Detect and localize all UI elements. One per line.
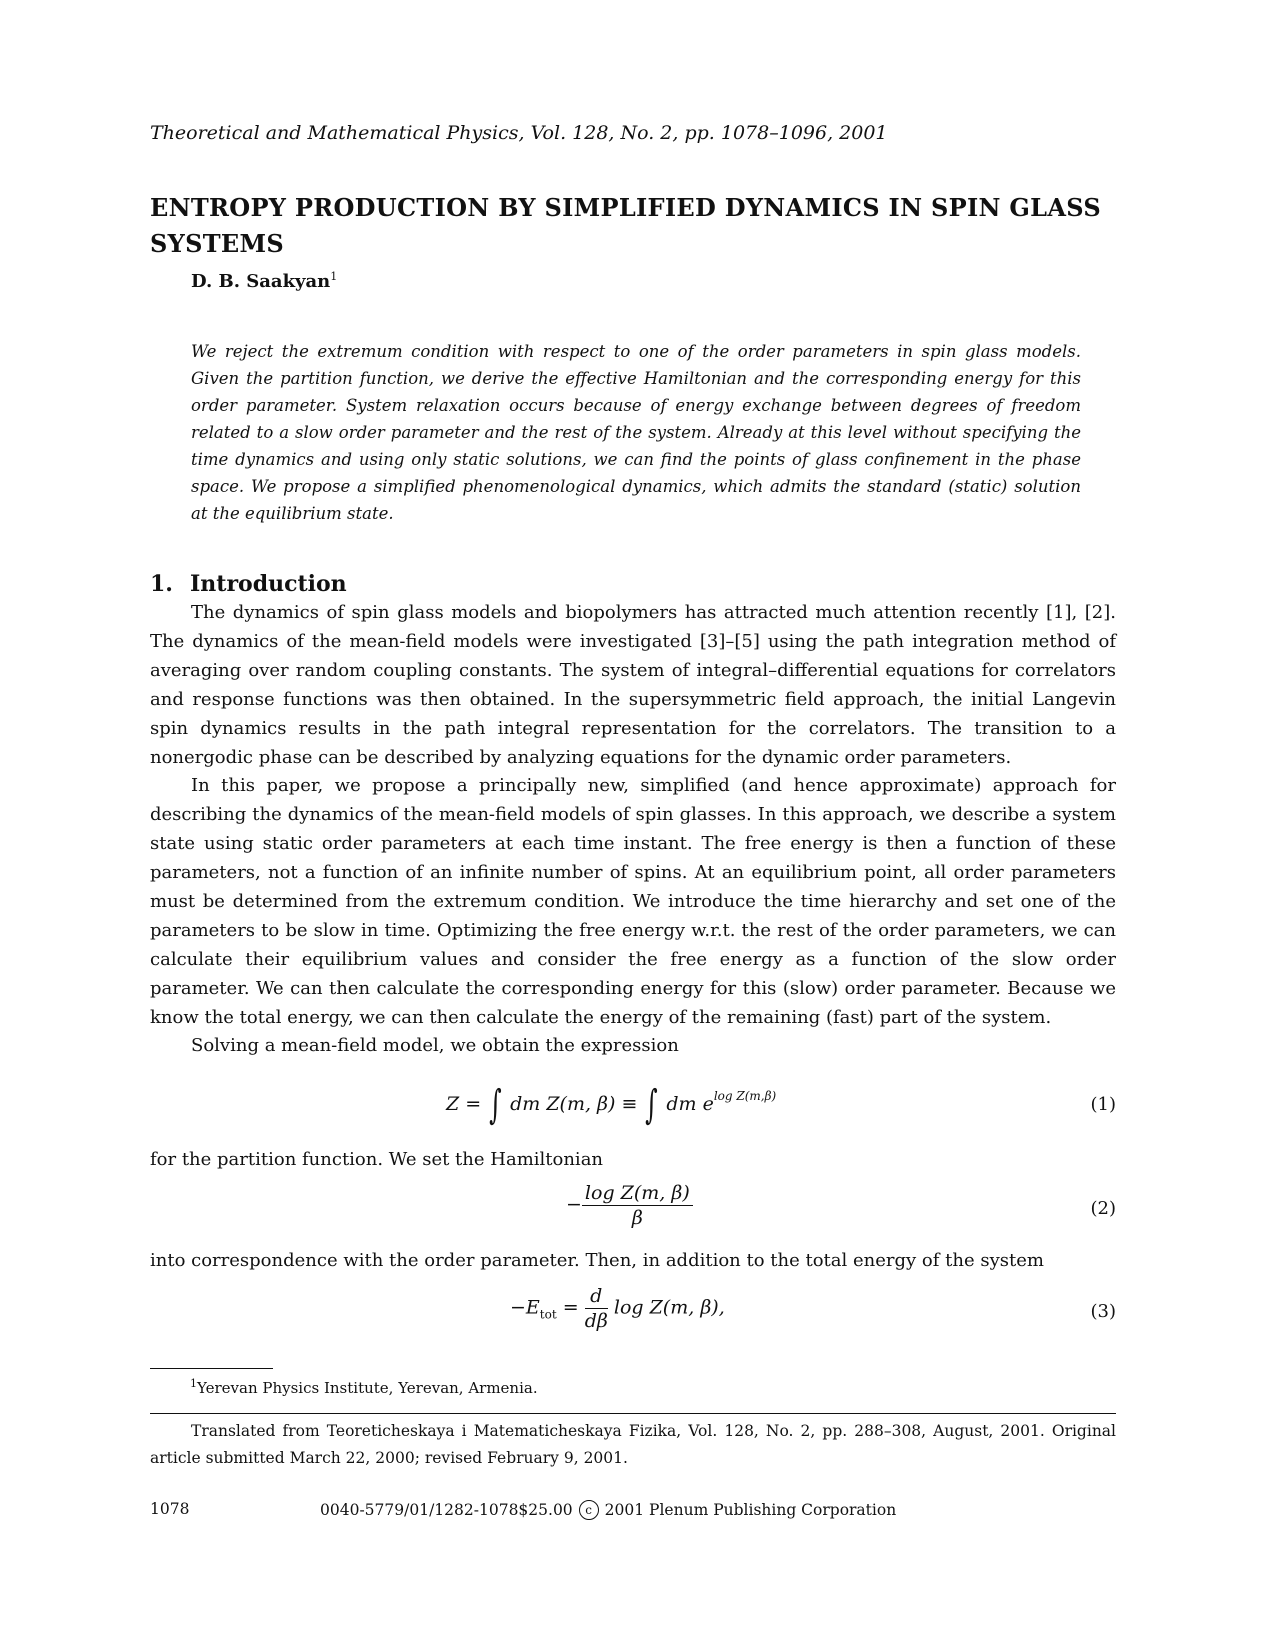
eq3-lhs: −E [510,1296,540,1319]
text-after-eq2: into correspondence with the order parameter. Then, in addition to the total energy of the system [150,1250,1044,1271]
eq3-lhs-subscript: tot [539,1307,557,1322]
issn-code: 0040-5779/01/1282-1078$25.00 [320,1501,573,1519]
eq3-rhs: log Z(m, β), [613,1296,725,1319]
footnote-text: Yerevan Physics Institute, Yerevan, Armenia. [197,1379,538,1397]
eq3-fraction [585,1285,608,1332]
paragraph-3: Solving a mean-field model, we obtain the expression [191,1035,679,1056]
equation-1 [150,1078,1116,1138]
integral-sign: ∫ [645,1082,659,1128]
equation-2 [150,1182,1116,1242]
equation-3 [150,1285,1116,1345]
paragraph-1: The dynamics of spin glass models and biopolymers has attracted much attention recently [1], [2]. The dynamics of the mean-field models were investigated [3]–[5] using the path integration method of averaging over random coupling constants. The system of integral–differential equations for correlators and response functions was then obtained. In the supersymmetric field approach, the initial Langevin spin dynamics results in the path integral representation for the correlators. The transition to a nonergodic phase can be described by analyzing equations for the dynamic order parameters. [150,602,1116,768]
translation-rule [150,1413,1116,1414]
eq3-denominator: dβ [584,1310,608,1332]
eq1-exponent: log Z(m,β) [713,1089,777,1103]
eq2-fraction [582,1182,693,1229]
section-title: Introduction [190,571,347,597]
eq2-minus: − [566,1193,582,1216]
copyright-line [320,1500,896,1520]
eq1-term1: dm Z(m, β) ≡ [510,1093,638,1115]
eq1-term2: dm e [666,1093,714,1115]
equation-3-body [510,1285,725,1332]
eq1-lhs: Z = [446,1093,482,1115]
section-number: 1. [150,571,173,597]
publisher: 2001 Plenum Publishing Corporation [604,1501,897,1519]
eq2-denominator: β [631,1207,643,1229]
integral-sign: ∫ [489,1082,502,1128]
equation-1-number: (1) [1090,1094,1116,1115]
copyright-icon: c [579,1500,599,1520]
abstract: We reject the extremum condition with respect to one of the order parameters in spin glass models. Given the partition function, we derive the effective Hamiltonian and the corresponding energy for this order parameter. System relaxation occurs because of energy exchange between degrees of freedom related to a slow order parameter and the rest of the system. Already at this level without specifying the time dynamics and using only static solutions, we can find the points of glass confinement in the phase space. We propose a simplified phenomenological dynamics, which admits the standard (static) solution at the equilibrium state. [191,342,1081,523]
author-footnote-mark: 1 [330,270,338,283]
author-line [191,270,337,292]
eq3-equals: = [562,1296,579,1319]
author-name: D. B. Saakyan [191,271,331,292]
article-title: ENTROPY PRODUCTION BY SIMPLIFIED DYNAMICS IN SPIN GLASS SYSTEMS [150,193,1101,258]
page-number: 1078 [150,1500,190,1518]
journal-citation: Theoretical and Mathematical Physics, Vol. 128, No. 2, pp. 1078–1096, 2001 [150,122,888,144]
eq2-numerator: log Z(m, β) [582,1182,693,1206]
footnote [190,1377,538,1397]
equation-1-body [446,1082,776,1128]
paragraph-2: In this paper, we propose a principally new, simplified (and hence approximate) approach for describing the dynamics of the mean-field models of spin glasses. In this approach, we describe a system state using static order parameters at each time instant. The free energy is then a function of these parameters, not a function of an infinite number of spins. At an equilibrium point, all order parameters must be determined from the extremum condition. We introduce the time hierarchy and set one of the parameters to be slow in time. Optimizing the free energy w.r.t. the rest of the order parameters, we can calculate their equilibrium values and consider the free energy as a function of the slow order parameter. We can then calculate the corresponding energy for this (slow) order parameter. Because we know the total energy, we can then calculate the energy of the remaining (fast) part of the system. [150,775,1116,1028]
translation-note: Translated from Teoreticheskaya i Matematicheskaya Fizika, Vol. 128, No. 2, pp. 288–308, August, 2001. Original article submitted March 22, 2000; revised February 9, 2001. [150,1422,1116,1467]
equation-2-body [566,1182,693,1229]
eq3-numerator: d [585,1285,608,1309]
text-after-eq1: for the partition function. We set the Hamiltonian [150,1149,604,1170]
footnote-mark: 1 [190,1377,197,1390]
section-heading [150,571,347,597]
footnote-rule [150,1368,273,1369]
equation-2-number: (2) [1090,1198,1116,1219]
equation-3-number: (3) [1090,1301,1116,1322]
